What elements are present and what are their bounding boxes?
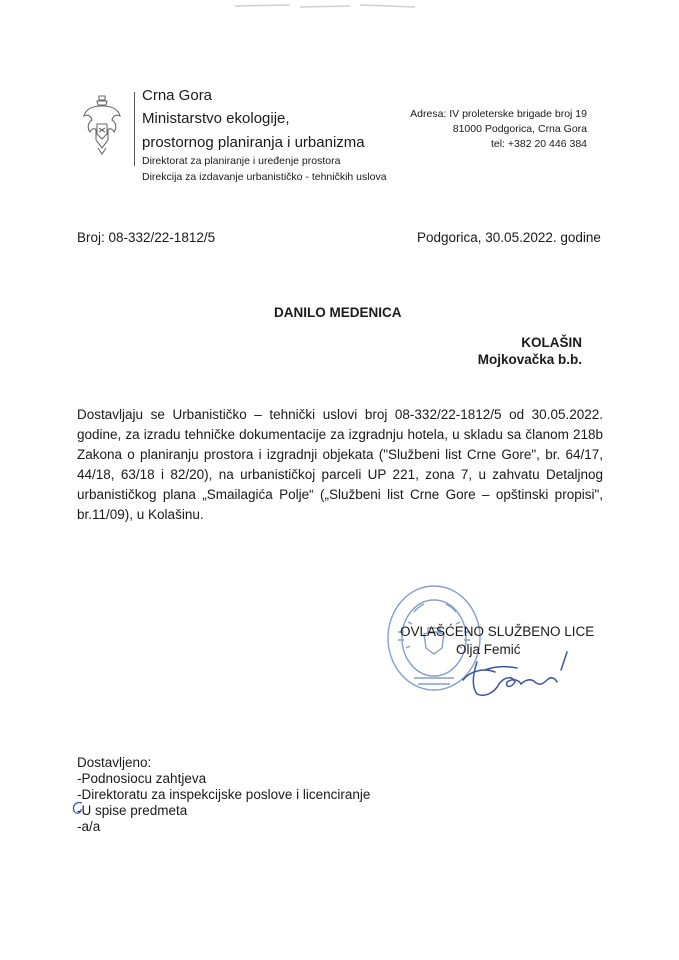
address-phone: tel: +382 20 446 384 xyxy=(490,138,587,150)
address-city: 81000 Podgorica, Crna Gora xyxy=(452,123,587,135)
directorate-name: Direktorat za planiranje i uređenje prostora xyxy=(142,154,341,167)
ministry-name-line1: Ministarstvo ekologije, xyxy=(142,110,290,128)
coat-of-arms-icon xyxy=(82,92,122,156)
distribution-item: -U spise predmeta xyxy=(77,803,188,818)
distribution-item: -Direktoratu za inspekcijske poslove i licenciranje xyxy=(77,787,371,802)
recipient-name: DANILO MEDENICA xyxy=(274,305,402,320)
distribution-item: -Podnosiocu zahtjeva xyxy=(77,771,207,786)
document-number: Broj: 08-332/22-1812/5 xyxy=(77,230,216,245)
address-block xyxy=(410,107,587,152)
scan-artifact xyxy=(230,0,420,14)
country-name: Crna Gora xyxy=(142,87,213,104)
header-divider xyxy=(134,92,135,166)
recipient-address xyxy=(478,334,582,368)
signatory-title: OVLAŠĆENO SLUŽBENO LICE xyxy=(400,624,595,639)
institution-header xyxy=(142,87,387,183)
signatory-name: Olja Femić xyxy=(456,642,521,657)
handwritten-signature xyxy=(455,640,580,702)
document-place-date: Podgorica, 30.05.2022. godine xyxy=(417,230,601,245)
ministry-name-line2: prostornog planiranja i urbanizma xyxy=(142,133,365,151)
distribution-list xyxy=(77,755,370,835)
distribution-item: -a/a xyxy=(77,819,101,834)
checkmark-scribble xyxy=(70,800,86,816)
letter-body: Dostavljaju se Urbanističko – tehnički uslovi broj 08-332/22-1812/5 od 30.05.2022. godine, za izradu tehničke dokumentacije za izgradnju hotela, u skladu sa članom 218b Zakona o planiranju prostora i izgradnji objekata ("Službeni list Crne Gore", br. 64/17, 44/18, 63/18 i 82/20), na urbanističkoj parceli UP 221, zona 7, u zahvatu Detaljnog urbanističkog plana „Smailagića Polje“ („Službeni list Crne Gore – opštinski propisi", br.11/09), u Kolašinu. xyxy=(77,407,603,522)
recipient-city: KOLAŠIN xyxy=(521,335,582,350)
distribution-heading: Dostavljeno: xyxy=(77,755,152,770)
address-street: Adresa: IV proleterske brigade broj 19 xyxy=(410,108,587,120)
division-name: Direkcija za izdavanje urbanističko - tehničkih uslova xyxy=(142,170,387,183)
recipient-street: Mojkovačka b.b. xyxy=(477,352,582,367)
